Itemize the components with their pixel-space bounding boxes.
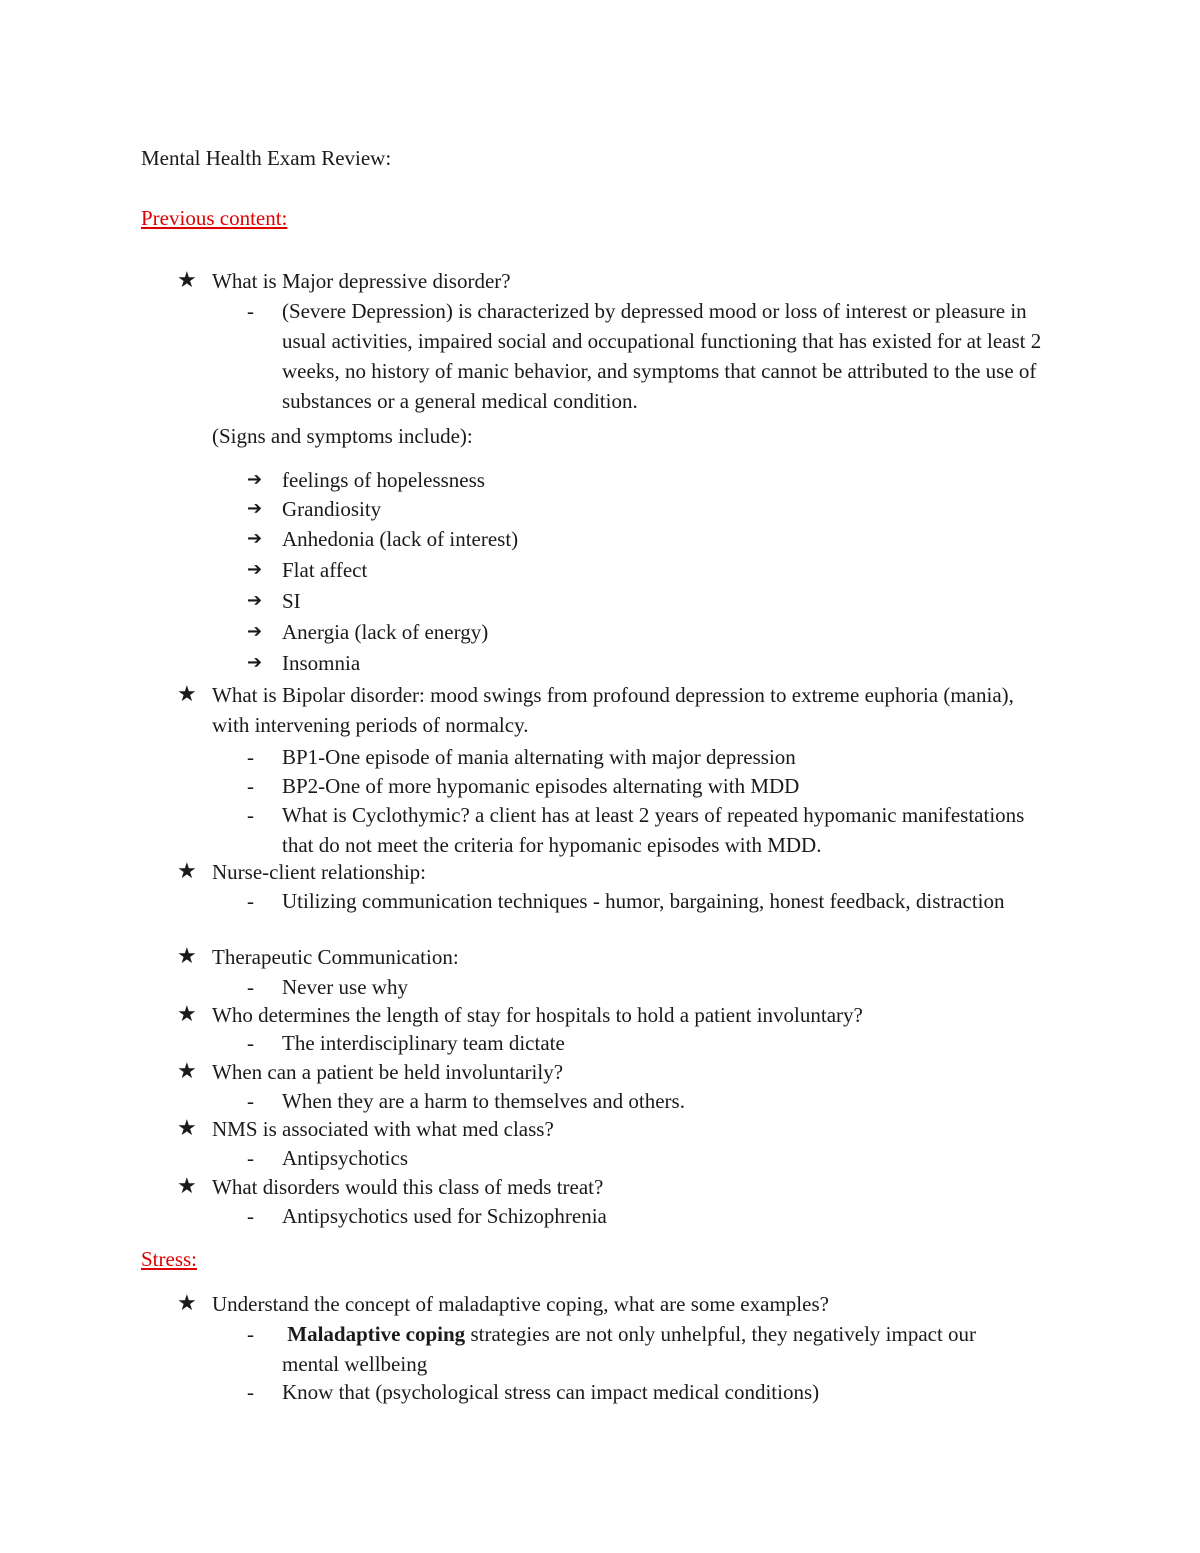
star-bullet-icon: ★ bbox=[177, 1174, 197, 1199]
symptom-item bbox=[247, 586, 1057, 616]
question-text: When can a patient be held involuntarily? bbox=[212, 1060, 564, 1084]
question-text: Nurse-client relationship: bbox=[212, 860, 427, 884]
answer-text: Never use why bbox=[282, 975, 408, 999]
answer-mdd-definition bbox=[247, 296, 1047, 416]
symptom-text: Anergia (lack of energy) bbox=[282, 620, 489, 644]
section-heading-previous-content: Previous content: bbox=[141, 206, 288, 230]
symptom-text: Anhedonia (lack of interest) bbox=[282, 527, 519, 551]
answer-never-use-why bbox=[247, 972, 1057, 1002]
symptom-item bbox=[247, 524, 1057, 554]
question-major-depressive-disorder bbox=[177, 266, 1057, 296]
symptom-text: SI bbox=[282, 589, 301, 613]
answer-psychological-stress bbox=[247, 1377, 1057, 1407]
dash-bullet-icon: - bbox=[247, 745, 254, 769]
dash-bullet-icon: - bbox=[247, 1146, 254, 1170]
answer-bp2 bbox=[247, 771, 1057, 801]
arrow-bullet-icon: ➔ bbox=[247, 590, 263, 611]
star-bullet-icon: ★ bbox=[177, 1059, 197, 1084]
arrow-bullet-icon: ➔ bbox=[247, 652, 263, 673]
dash-bullet-icon: - bbox=[247, 1089, 254, 1113]
dash-bullet-icon: - bbox=[247, 803, 254, 827]
question-text: Who determines the length of stay for hospitals to hold a patient involuntary? bbox=[212, 1003, 863, 1027]
answer-text: BP2-One of more hypomanic episodes alternating with MDD bbox=[282, 774, 800, 798]
dash-bullet-icon: - bbox=[247, 889, 254, 913]
arrow-bullet-icon: ➔ bbox=[247, 498, 263, 519]
arrow-bullet-icon: ➔ bbox=[247, 469, 263, 490]
answer-text: The interdisciplinary team dictate bbox=[282, 1031, 565, 1055]
star-bullet-icon: ★ bbox=[177, 1116, 197, 1141]
arrow-bullet-icon: ➔ bbox=[247, 559, 263, 580]
question-maladaptive-coping bbox=[177, 1289, 1057, 1319]
answer-text: Utilizing communication techniques - humor, bargaining, honest feedback, distraction bbox=[282, 889, 1005, 913]
star-bullet-icon: ★ bbox=[177, 1291, 197, 1316]
question-text: Understand the concept of maladaptive coping, what are some examples? bbox=[212, 1292, 829, 1316]
symptom-item bbox=[247, 617, 1057, 647]
question-bipolar-disorder bbox=[177, 680, 1047, 740]
question-nurse-client-relationship bbox=[177, 857, 1057, 887]
answer-cyclothymic bbox=[247, 800, 1057, 860]
symptom-text: Grandiosity bbox=[282, 497, 382, 521]
symptom-item bbox=[247, 648, 1057, 678]
document-title: Mental Health Exam Review: bbox=[141, 146, 392, 170]
signs-and-symptoms-label: (Signs and symptoms include): bbox=[212, 424, 473, 448]
symptom-text: Flat affect bbox=[282, 558, 368, 582]
answer-communication-techniques bbox=[247, 886, 1057, 916]
answer-text: What is Cyclothymic? a client has at least 2 years of repeated hypomanic manifestations that do not meet the criteria for hypomanic episodes with MDD. bbox=[282, 803, 1025, 857]
question-therapeutic-communication bbox=[177, 942, 1057, 972]
answer-antipsychotics bbox=[247, 1143, 1057, 1173]
question-length-of-stay bbox=[177, 1000, 1057, 1030]
answer-interdisciplinary-team bbox=[247, 1028, 1057, 1058]
arrow-bullet-icon: ➔ bbox=[247, 621, 263, 642]
question-nms-med-class bbox=[177, 1114, 1057, 1144]
answer-text: Know that (psychological stress can impact medical conditions) bbox=[282, 1380, 820, 1404]
dash-bullet-icon: - bbox=[247, 299, 254, 323]
answer-harm-to-self bbox=[247, 1086, 1057, 1116]
answer-text: Antipsychotics used for Schizophrenia bbox=[282, 1204, 607, 1228]
symptom-item bbox=[247, 494, 1057, 524]
dash-bullet-icon: - bbox=[247, 774, 254, 798]
symptom-text: Insomnia bbox=[282, 651, 361, 675]
star-bullet-icon: ★ bbox=[177, 268, 197, 293]
bold-term: Maladaptive coping bbox=[287, 1322, 466, 1346]
question-text: Therapeutic Communication: bbox=[212, 945, 459, 969]
arrow-bullet-icon: ➔ bbox=[247, 528, 263, 549]
star-bullet-icon: ★ bbox=[177, 682, 197, 707]
section-heading-stress: Stress: bbox=[141, 1247, 198, 1271]
question-held-involuntarily bbox=[177, 1057, 1057, 1087]
answer-maladaptive-coping bbox=[247, 1319, 1037, 1379]
question-text: What is Major depressive disorder? bbox=[212, 269, 511, 293]
answer-text: BP1-One episode of mania alternating with major depression bbox=[282, 745, 796, 769]
answer-text: (Severe Depression) is characterized by depressed mood or loss of interest or pleasure in usual activities, impaired social and occupational functioning that has existed for at least 2 weeks, no history of manic behavior, and symptoms that cannot be attributed to the use of substances or a general medical condition. bbox=[282, 299, 1042, 413]
question-text: What is Bipolar disorder: mood swings from profound depression to extreme euphoria (mania), with intervening periods of normalcy. bbox=[212, 683, 1014, 737]
symptom-text: feelings of hopelessness bbox=[282, 468, 485, 492]
symptom-item bbox=[247, 555, 1057, 585]
symptom-item bbox=[247, 465, 1057, 495]
answer-schizophrenia bbox=[247, 1201, 1057, 1231]
answer-text: When they are a harm to themselves and others. bbox=[282, 1089, 685, 1113]
dash-bullet-icon: - bbox=[247, 1031, 254, 1055]
dash-bullet-icon: - bbox=[247, 975, 254, 999]
star-bullet-icon: ★ bbox=[177, 944, 197, 969]
question-text: NMS is associated with what med class? bbox=[212, 1117, 554, 1141]
dash-bullet-icon: - bbox=[247, 1204, 254, 1228]
answer-text: Antipsychotics bbox=[282, 1146, 408, 1170]
star-bullet-icon: ★ bbox=[177, 1002, 197, 1027]
answer-bp1 bbox=[247, 742, 1057, 772]
answer-text bbox=[282, 1319, 1037, 1379]
question-disorders-treated bbox=[177, 1172, 1057, 1202]
dash-bullet-icon: - bbox=[247, 1380, 254, 1404]
dash-bullet-icon: - bbox=[247, 1322, 254, 1346]
star-bullet-icon: ★ bbox=[177, 859, 197, 884]
question-text: What disorders would this class of meds treat? bbox=[212, 1175, 604, 1199]
answer-text-rest: strategies are not only unhelpful, they negatively impact our mental wellbeing bbox=[282, 1322, 977, 1376]
